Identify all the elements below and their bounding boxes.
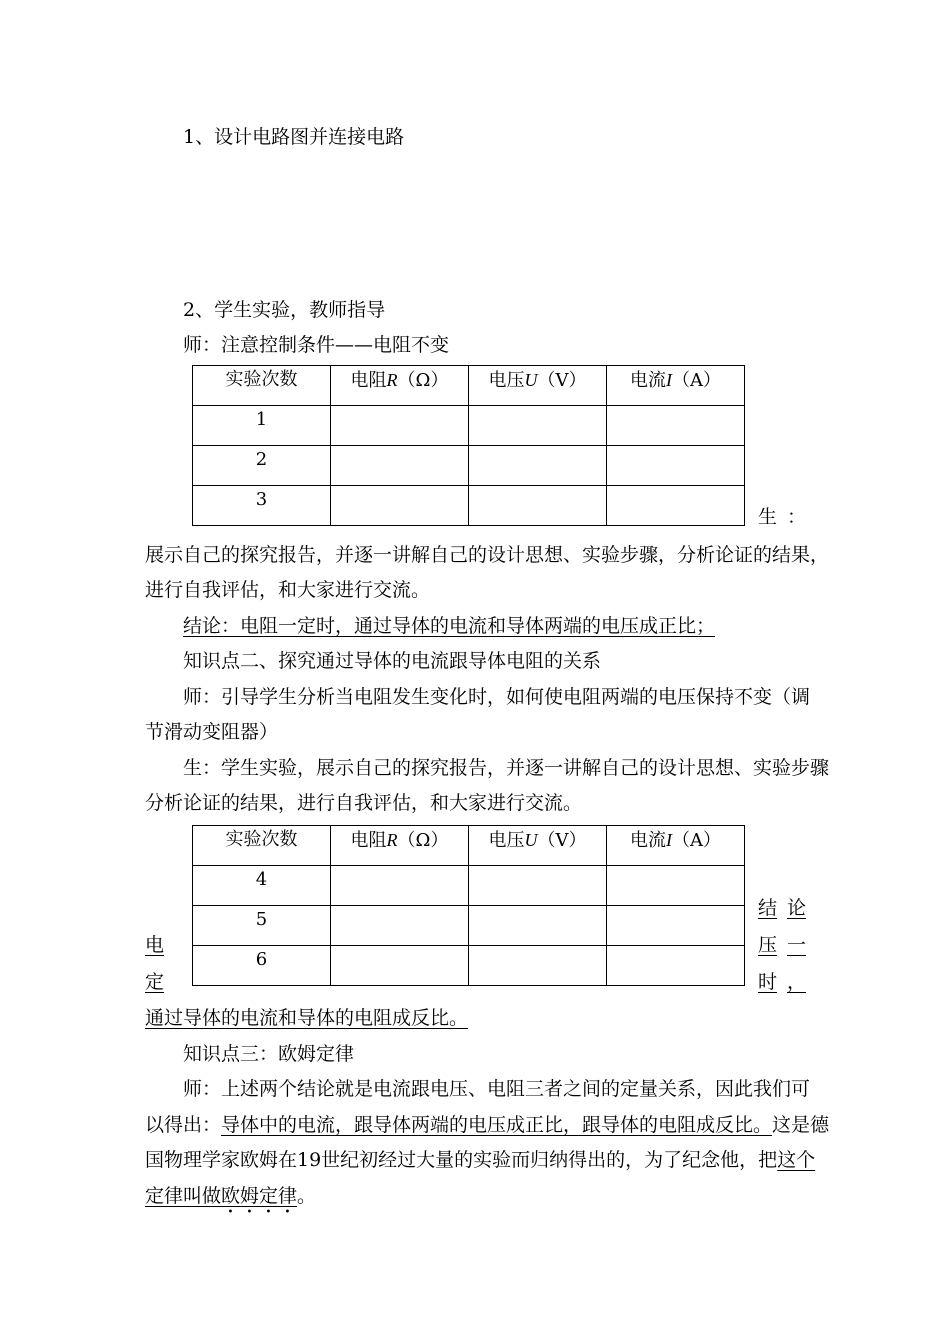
header-resistance: 电阻R（Ω） bbox=[331, 366, 469, 406]
empty-cell bbox=[331, 406, 469, 446]
header-voltage: 电压U（V） bbox=[469, 826, 607, 866]
teacher-2-line-1: 师：引导学生分析当电阻发生变化时，如何使电阻两端的电压保持不变（调 bbox=[183, 686, 811, 708]
knowledge-point-3: 知识点三：欧姆定律 bbox=[183, 1043, 355, 1065]
empty-cell bbox=[469, 866, 607, 906]
side-char: 论 bbox=[786, 897, 806, 919]
empty-cell bbox=[607, 446, 745, 486]
header-voltage: 电压U（V） bbox=[469, 366, 607, 406]
teacher-2-line-2: 节滑动变阻器） bbox=[145, 721, 279, 743]
empty-cell bbox=[607, 406, 745, 446]
side-char: 结 bbox=[758, 897, 778, 919]
table-row bbox=[193, 486, 745, 526]
teacher-note-1: 师：注意控制条件——电阻不变 bbox=[183, 334, 450, 356]
side-text-right-3 bbox=[758, 970, 806, 994]
knowledge-point-2: 知识点二、探究通过导体的电流跟导体电阻的关系 bbox=[183, 650, 602, 672]
table-row bbox=[193, 866, 745, 906]
student-2-line-1: 生：学生实验，展示自己的探究报告，并逐一讲解自己的设计思想、实验步骤 bbox=[183, 757, 830, 779]
trial-cell: 2 bbox=[193, 446, 331, 486]
ohm-law-statement: 导体中的电流，跟导体两端的电压成正比，跟导体的电阻成反比。 bbox=[221, 1114, 773, 1136]
header-current: 电流I（A） bbox=[607, 366, 745, 406]
paragraph-1-line-1: 展示自己的探究报告，并逐一讲解自己的设计思想、实验步骤，分析论证的结果， bbox=[145, 544, 830, 566]
table-row bbox=[193, 446, 745, 486]
header-current: 电流I（A） bbox=[607, 826, 745, 866]
student-label-colon: ： bbox=[786, 506, 806, 528]
empty-cell bbox=[607, 906, 745, 946]
side-char: 压 bbox=[758, 934, 778, 956]
data-table-1 bbox=[192, 365, 745, 526]
empty-cell bbox=[331, 866, 469, 906]
header-trial: 实验次数 bbox=[193, 826, 331, 866]
table-row bbox=[193, 946, 745, 986]
empty-cell bbox=[469, 946, 607, 986]
conclusion-1: 结论：电阻一定时，通过导体的电流和导体两端的电压成正比； bbox=[183, 615, 716, 637]
trial-cell: 1 bbox=[193, 406, 331, 446]
empty-cell bbox=[331, 946, 469, 986]
section2-heading: 2、学生实验，教师指导 bbox=[183, 299, 386, 321]
ohm-line-3-underlined: 这个 bbox=[777, 1149, 816, 1171]
empty-cell bbox=[607, 946, 745, 986]
side-text-left-2: 定 bbox=[145, 971, 165, 993]
table-header-row bbox=[193, 366, 745, 406]
side-char: 一 bbox=[786, 934, 806, 956]
ohm-line-2 bbox=[145, 1113, 829, 1137]
trial-cell: 4 bbox=[193, 866, 331, 906]
ohm-line-3 bbox=[145, 1148, 815, 1172]
data-table-2 bbox=[192, 825, 745, 986]
ohm-line-1: 师：上述两个结论就是电流跟电压、电阻三者之间的定量关系，因此我们可 bbox=[183, 1078, 811, 1100]
trial-cell: 6 bbox=[193, 946, 331, 986]
table-header-row bbox=[193, 826, 745, 866]
side-text-right-2 bbox=[758, 933, 806, 957]
header-resistance: 电阻R（Ω） bbox=[331, 826, 469, 866]
empty-cell bbox=[331, 446, 469, 486]
conclusion-2-tail: 通过导体的电流和导体的电阻成反比。 bbox=[145, 1007, 469, 1029]
side-text-left-1: 电 bbox=[145, 934, 165, 956]
student-label-char: 生 bbox=[758, 506, 778, 528]
ohm-line-4 bbox=[145, 1184, 316, 1218]
student-label bbox=[758, 505, 806, 529]
empty-cell bbox=[469, 446, 607, 486]
empty-cell bbox=[331, 486, 469, 526]
table-row bbox=[193, 906, 745, 946]
ohm-line-2-prefix: 以得出： bbox=[145, 1114, 222, 1136]
empty-cell bbox=[607, 486, 745, 526]
empty-cell bbox=[331, 906, 469, 946]
trial-cell: 5 bbox=[193, 906, 331, 946]
side-char: 时 bbox=[758, 971, 778, 993]
empty-cell bbox=[469, 906, 607, 946]
ohm-line-4-period: 。 bbox=[297, 1185, 317, 1207]
ohm-law-term: 欧姆定律 bbox=[221, 1185, 298, 1207]
ohm-line-4-underlined: 定律叫做 bbox=[145, 1185, 222, 1207]
section1-heading: 1、设计电路图并连接电路 bbox=[183, 126, 405, 148]
side-text-right-1 bbox=[758, 896, 806, 920]
empty-cell bbox=[607, 866, 745, 906]
side-char: ， bbox=[786, 971, 806, 993]
paragraph-1-line-2: 进行自我评估，和大家进行交流。 bbox=[145, 579, 431, 601]
empty-cell bbox=[469, 486, 607, 526]
ohm-line-3-text: 国物理学家欧姆在19世纪初经过大量的实验而归纳得出的，为了纪念他，把 bbox=[145, 1149, 778, 1171]
student-2-line-2: 分析论证的结果，进行自我评估，和大家进行交流。 bbox=[145, 792, 583, 814]
ohm-line-2-suffix: 这是德 bbox=[772, 1114, 830, 1136]
trial-cell: 3 bbox=[193, 486, 331, 526]
table-row bbox=[193, 406, 745, 446]
header-trial: 实验次数 bbox=[193, 366, 331, 406]
empty-cell bbox=[469, 406, 607, 446]
